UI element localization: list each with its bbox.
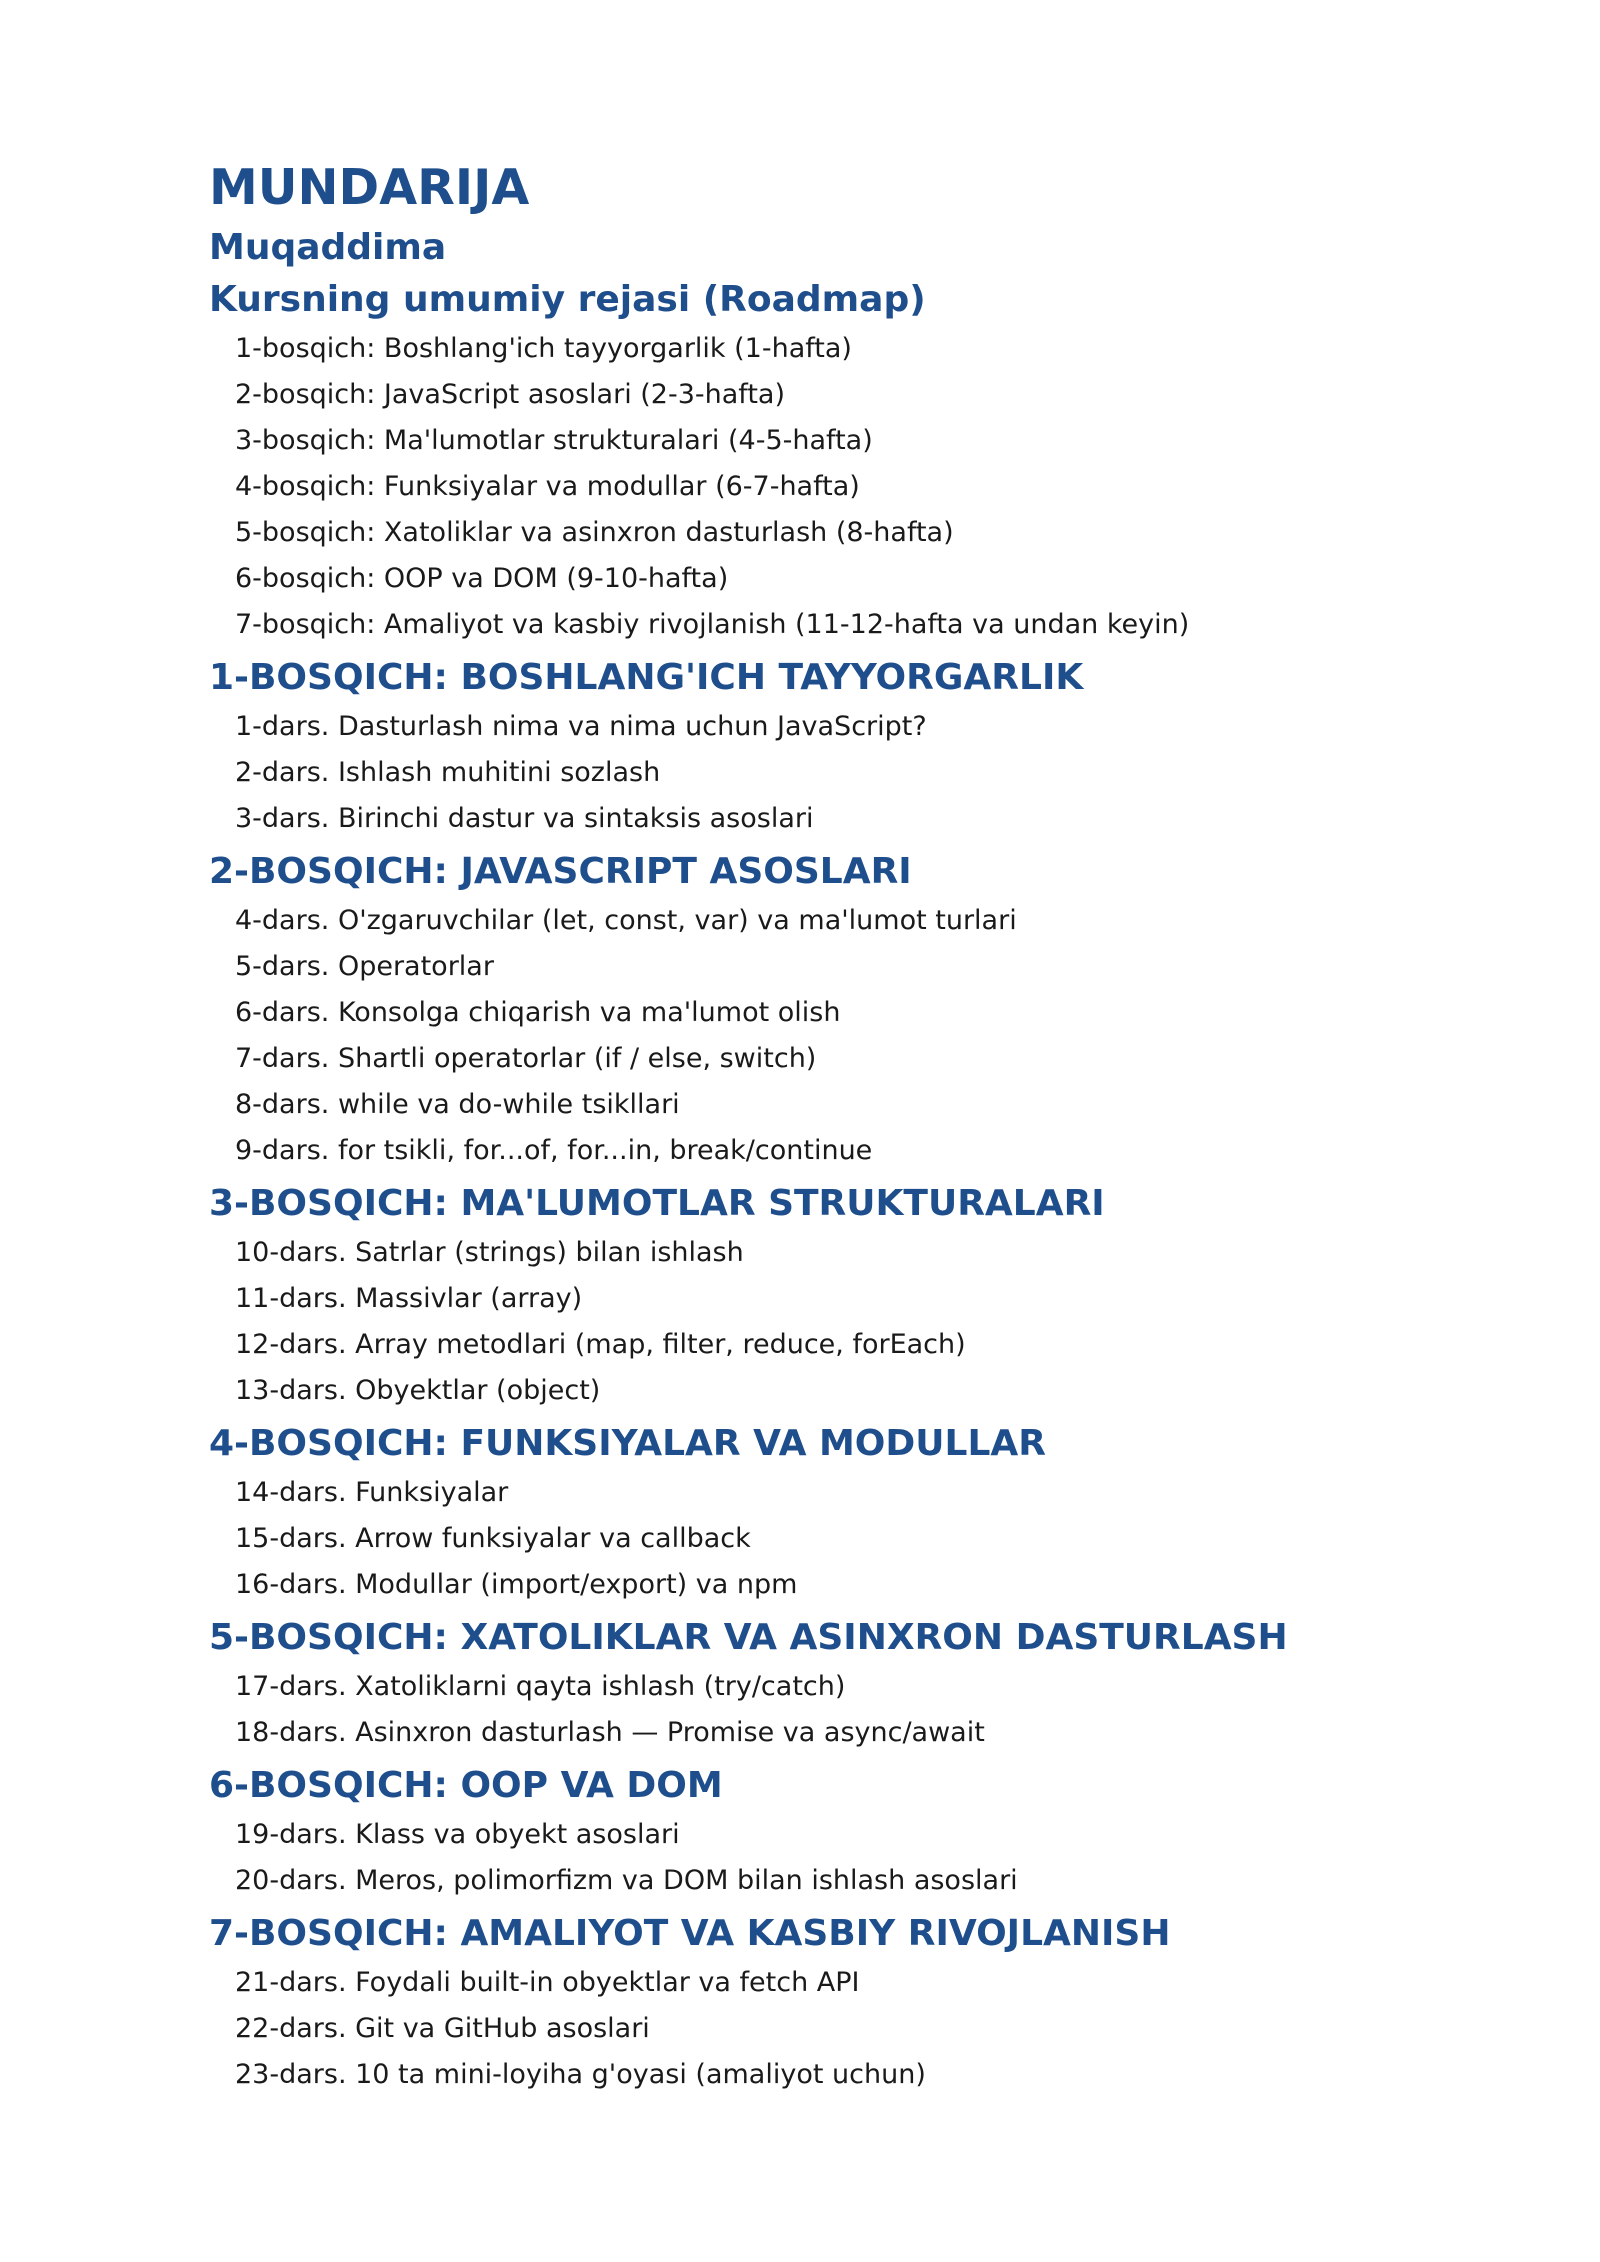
toc-section-3	[209, 1182, 1509, 1414]
toc-item[interactable]: 2-bosqich: JavaScript asoslari (2-3-hafta)	[235, 379, 786, 410]
toc-item[interactable]: 16-dars. Modullar (import/export) va npm	[235, 1569, 798, 1600]
toc-item[interactable]: 21-dars. Foydali built-in obyektlar va fetch API	[235, 1967, 860, 1998]
toc-section-heading[interactable]: 7-BOSQICH: AMALIYOT VA KASBIY RIVOJLANISH	[209, 1913, 1171, 1954]
toc-section-heading[interactable]: 3-BOSQICH: MA'LUMOTLAR STRUKTURALARI	[209, 1183, 1105, 1224]
toc-section-heading[interactable]: 1-BOSQICH: BOSHLANG'ICH TAYYORGARLIK	[209, 657, 1084, 698]
toc-item[interactable]: 12-dars. Array metodlari (map, filter, reduce, forEach)	[235, 1329, 966, 1360]
roadmap-list	[209, 326, 1509, 648]
toc-section-heading[interactable]: 5-BOSQICH: XATOLIKLAR VA ASINXRON DASTURLASH	[209, 1617, 1288, 1658]
toc-section-6	[209, 1764, 1509, 1904]
toc-item[interactable]: 13-dars. Obyektlar (object)	[235, 1375, 601, 1406]
toc-heading-intro[interactable]: Muqaddima	[209, 227, 447, 268]
toc-item[interactable]: 7-dars. Shartli operatorlar (if / else, switch)	[235, 1043, 817, 1074]
toc-heading-roadmap[interactable]: Kursning umumiy rejasi (Roadmap)	[209, 279, 926, 320]
toc-item[interactable]: 1-dars. Dasturlash nima va nima uchun JavaScript?	[235, 711, 927, 742]
toc-item[interactable]: 14-dars. Funksiyalar	[235, 1477, 509, 1508]
toc-item[interactable]: 4-bosqich: Funksiyalar va modullar (6-7-hafta)	[235, 471, 860, 502]
toc-item[interactable]: 23-dars. 10 ta mini-loyiha g'oyasi (amaliyot uchun)	[235, 2059, 926, 2090]
table-of-contents	[209, 160, 1509, 2098]
toc-section-1	[209, 656, 1509, 842]
toc-item[interactable]: 8-dars. while va do-while tsikllari	[235, 1089, 680, 1120]
toc-item[interactable]: 2-dars. Ishlash muhitini sozlash	[235, 757, 661, 788]
toc-item[interactable]: 22-dars. Git va GitHub asoslari	[235, 2013, 650, 2044]
toc-item[interactable]: 20-dars. Meros, polimorfizm va DOM bilan ishlash asoslari	[235, 1865, 1018, 1896]
toc-item[interactable]: 9-dars. for tsikli, for...of, for...in, break/continue	[235, 1135, 873, 1166]
toc-item[interactable]: 3-dars. Birinchi dastur va sintaksis asoslari	[235, 803, 814, 834]
toc-item[interactable]: 11-dars. Massivlar (array)	[235, 1283, 583, 1314]
toc-item[interactable]: 6-bosqich: OOP va DOM (9-10-hafta)	[235, 563, 729, 594]
toc-item[interactable]: 5-bosqich: Xatoliklar va asinxron dasturlash (8-hafta)	[235, 517, 954, 548]
toc-section-heading[interactable]: 2-BOSQICH: JAVASCRIPT ASOSLARI	[209, 851, 912, 892]
toc-item[interactable]: 4-dars. O'zgaruvchilar (let, const, var) va ma'lumot turlari	[235, 905, 1017, 936]
toc-section-7	[209, 1912, 1509, 2098]
toc-item[interactable]: 1-bosqich: Boshlang'ich tayyorgarlik (1-hafta)	[235, 333, 852, 364]
toc-item[interactable]: 19-dars. Klass va obyekt asoslari	[235, 1819, 680, 1850]
toc-item[interactable]: 10-dars. Satrlar (strings) bilan ishlash	[235, 1237, 744, 1268]
toc-item[interactable]: 17-dars. Xatoliklarni qayta ishlash (try/catch)	[235, 1671, 846, 1702]
toc-title: MUNDARIJA	[209, 159, 530, 216]
toc-item[interactable]: 3-bosqich: Ma'lumotlar strukturalari (4-5-hafta)	[235, 425, 873, 456]
toc-section-4	[209, 1422, 1509, 1608]
toc-item[interactable]: 18-dars. Asinxron dasturlash — Promise va async/await	[235, 1717, 985, 1748]
toc-item[interactable]: 5-dars. Operatorlar	[235, 951, 494, 982]
toc-item[interactable]: 6-dars. Konsolga chiqarish va ma'lumot olish	[235, 997, 841, 1028]
toc-item[interactable]: 7-bosqich: Amaliyot va kasbiy rivojlanish (11-12-hafta va undan keyin)	[235, 609, 1190, 640]
toc-section-heading[interactable]: 6-BOSQICH: OOP VA DOM	[209, 1765, 723, 1806]
toc-section-heading[interactable]: 4-BOSQICH: FUNKSIYALAR VA MODULLAR	[209, 1423, 1046, 1464]
toc-section-2	[209, 850, 1509, 1174]
toc-item[interactable]: 15-dars. Arrow funksiyalar va callback	[235, 1523, 751, 1554]
toc-section-5	[209, 1616, 1509, 1756]
